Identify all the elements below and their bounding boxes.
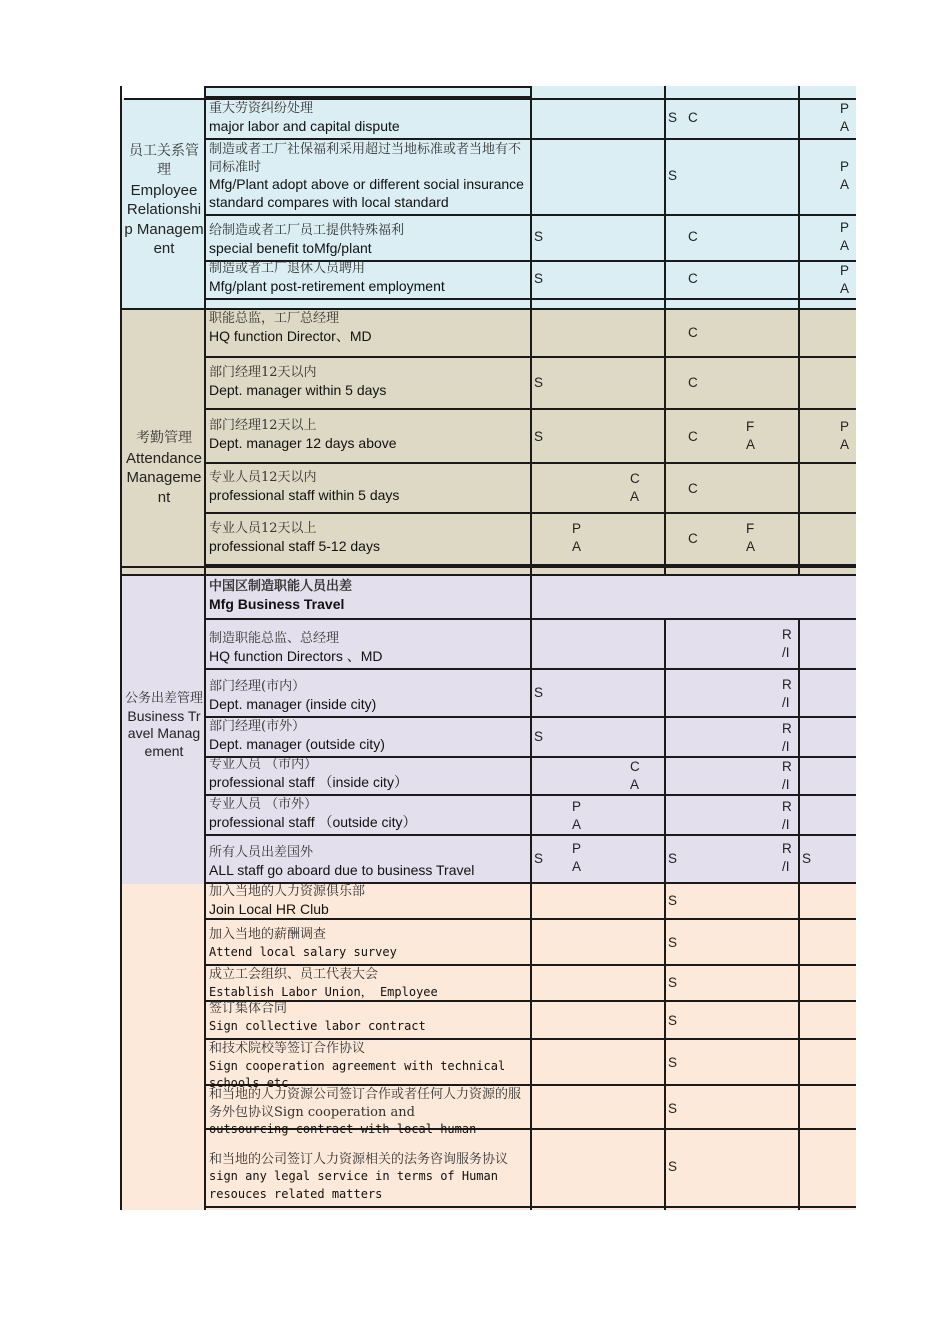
cell-code: S [668,1159,678,1174]
row-description [206,310,530,356]
cell-code: R [782,721,792,736]
cell-text: special benefit toMfg/plant [209,239,372,256]
row-description [206,796,530,834]
cell-text: professional staff （outside city） [209,813,417,830]
cell-code: C [688,481,698,496]
cell-text: Attendance Management [126,449,202,506]
cell-code: /I [782,817,790,832]
cell-text: 所有人员出差国外 [209,845,314,860]
cell-code: R [782,841,792,856]
attendance-section [120,310,856,566]
grid-line [664,86,666,1210]
row-description [206,620,530,668]
cell-code: C [688,429,698,444]
cell-code: P [572,799,582,814]
cell-text: Establish Labor Union， Employee [209,984,438,999]
cell-text: ALL staff go aboard due to business Travel [209,861,475,878]
row-description [206,670,530,716]
cell-text: Sign collective labor contract [209,1018,426,1033]
row-description [206,718,530,756]
top-mask [122,86,204,98]
row-description [206,464,530,512]
cell-code: C [688,375,698,390]
grid-line [530,86,532,1210]
cell-code: A [840,119,850,134]
category-label [124,310,204,566]
cell-text: 加入当地的薪酬调查 [209,927,327,942]
cell-text: Mfg/plant post-retirement employment [209,277,445,294]
section-separator [120,566,856,576]
cell-code: S [534,851,544,866]
grid-line [120,86,122,1210]
cell-text: 制造或者工厂社保福利采用超过当地标准或者当地有不同标准时 [209,142,522,175]
cell-text: 制造职能总监、总经理 [209,631,340,646]
row-description [206,836,530,882]
cell-code: A [746,539,756,554]
cell-code: F [746,521,755,536]
cell-code: C [688,271,698,286]
cell-text: Dept. manager (inside city) [209,695,377,712]
cell-code: P [840,419,850,434]
cell-code: R [782,677,792,692]
cell-text: professional staff （inside city） [209,773,408,790]
cell-code: /I [782,859,790,874]
cell-code: A [840,281,850,296]
top-mask-right [532,86,664,98]
cell-code: P [840,159,850,174]
row-description [206,1040,530,1090]
cell-code: S [668,893,678,908]
cell-code: /I [782,695,790,710]
cell-code: A [630,777,640,792]
row-description [206,966,530,1000]
section-separator [120,300,856,310]
cell-text: professional staff within 5 days [209,486,400,503]
cell-code: S [668,1101,678,1116]
cell-text: outsourcing contract with local human [209,1122,477,1136]
category-label [124,100,204,300]
cell-text: 专业人员 （市内） [209,757,318,772]
cell-code: A [746,437,756,452]
cell-code: C [688,325,698,340]
cell-code: /I [782,739,790,754]
cell-text: sign any legal service in terms of Human resouces related matters [209,1169,498,1201]
cell-text: Dept. manager (outside city) [209,735,385,752]
cell-code: C [630,759,640,774]
cell-code: S [534,685,544,700]
grid-line [204,86,206,1210]
cell-text: HQ function Director、MD [209,327,372,344]
employee-relations-section [120,86,856,302]
cell-code: S [668,1013,678,1028]
cell-text: 员工关系管理 [129,142,199,178]
cell-code: R [782,759,792,774]
cell-code: A [572,539,582,554]
category-label [124,576,204,884]
cell-code: S [534,429,544,444]
cell-code: A [630,489,640,504]
cell-text: major labor and capital dispute [209,117,400,134]
cell-code: S [668,975,678,990]
row-description [206,514,530,564]
row-description [206,410,530,462]
cell-code: /I [782,645,790,660]
row-description [206,216,530,260]
row-description [206,1002,530,1038]
cell-text: 专业人员12天以内 [209,470,317,485]
row-description [206,358,530,408]
cell-code: C [688,229,698,244]
cell-text: 职能总监，工厂总经理 [209,311,340,326]
cell-code: S [534,271,544,286]
cell-text: 部门经理(市内） [209,679,306,694]
cell-code: S [668,1055,678,1070]
cell-code: C [688,110,698,125]
cell-text: 中国区制造职能人员出差 [209,579,353,594]
cell-text: Dept. manager within 5 days [209,381,387,398]
cell-text: 加入当地的人力资源俱乐部 [209,884,366,899]
row-description [206,1086,530,1136]
cell-code: A [840,437,850,452]
cell-code: S [534,229,544,244]
cell-text: 专业人员12天以上 [209,521,317,536]
cell-code: S [668,168,678,183]
business-travel-section [120,576,856,884]
cell-text: Sign cooperation agreement with technical schools etc [209,1058,506,1090]
cell-code: S [534,375,544,390]
cell-code: S [668,110,678,125]
cell-code: A [572,817,582,832]
cell-code: R [782,627,792,642]
cell-code: S [668,851,678,866]
travel-header-mask [532,576,856,618]
cell-code: P [840,263,850,278]
cell-text: 专业人员 （市外） [209,797,318,812]
cell-text: Mfg Business Travel [209,595,345,612]
cell-text: Business Travel Management [127,707,201,759]
cell-text: 和当地的公司签订人力资源相关的法务咨询服务协议 [209,1151,509,1167]
cell-text: 公务出差管理 [124,691,203,706]
cell-text: 和技术院校等签订合作协议 [209,1041,366,1056]
cell-text: Attend local salary survey [209,944,397,959]
cell-text: Join Local HR Club [209,900,329,917]
cell-text: 成立工会组织、员工代表大会 [209,967,379,982]
cell-code: C [630,471,640,486]
cell-code: A [572,859,582,874]
row-description [206,884,530,918]
cell-code: S [802,851,812,866]
cell-text: Mfg/Plant adopt above or different social insurance standard compares with local standard [209,176,524,210]
cell-text: 制造或者工厂退休人员聘用 [209,261,366,276]
cell-text: HQ function Directors 、MD [209,647,383,664]
row-description [206,140,530,214]
cell-code: S [668,935,678,950]
row-description [206,920,530,964]
row-description [206,1130,530,1206]
cell-text: 和当地的人力资源公司签订合作或者任何人力资源的服务外包协议Sign cooperation and [209,1087,522,1120]
cell-text: 部门经理12天以内 [209,365,317,380]
cell-code: P [572,841,582,856]
cell-text: 给制造或者工厂员工提供特殊福利 [209,223,405,238]
cell-code: F [746,419,755,434]
grid-line [798,86,800,1210]
external-relations-section [120,884,856,1210]
cell-text: 部门经理12天以上 [209,418,317,433]
cell-text: 签订集体合同 [209,1001,288,1016]
cell-text: Employee Relationship Management [124,181,204,257]
cell-text: 重大劳资纠纷处理 [209,101,314,116]
cell-text: 部门经理(市外） [209,719,306,734]
row-description [206,100,530,138]
cell-text: 考勤管理 [136,430,192,446]
cell-text: Dept. manager 12 days above [209,434,397,451]
cell-code: P [840,220,850,235]
cell-code: P [840,101,850,116]
row-description [206,758,530,794]
cell-code: /I [782,777,790,792]
cell-code: A [840,177,850,192]
responsibility-matrix [120,86,856,1210]
cell-code: P [572,521,582,536]
cell-text: professional staff 5-12 days [209,537,380,554]
cell-code: S [534,729,544,744]
cell-code: R [782,799,792,814]
cell-code: A [840,238,850,253]
row-description [206,262,530,298]
cell-code: C [688,531,698,546]
